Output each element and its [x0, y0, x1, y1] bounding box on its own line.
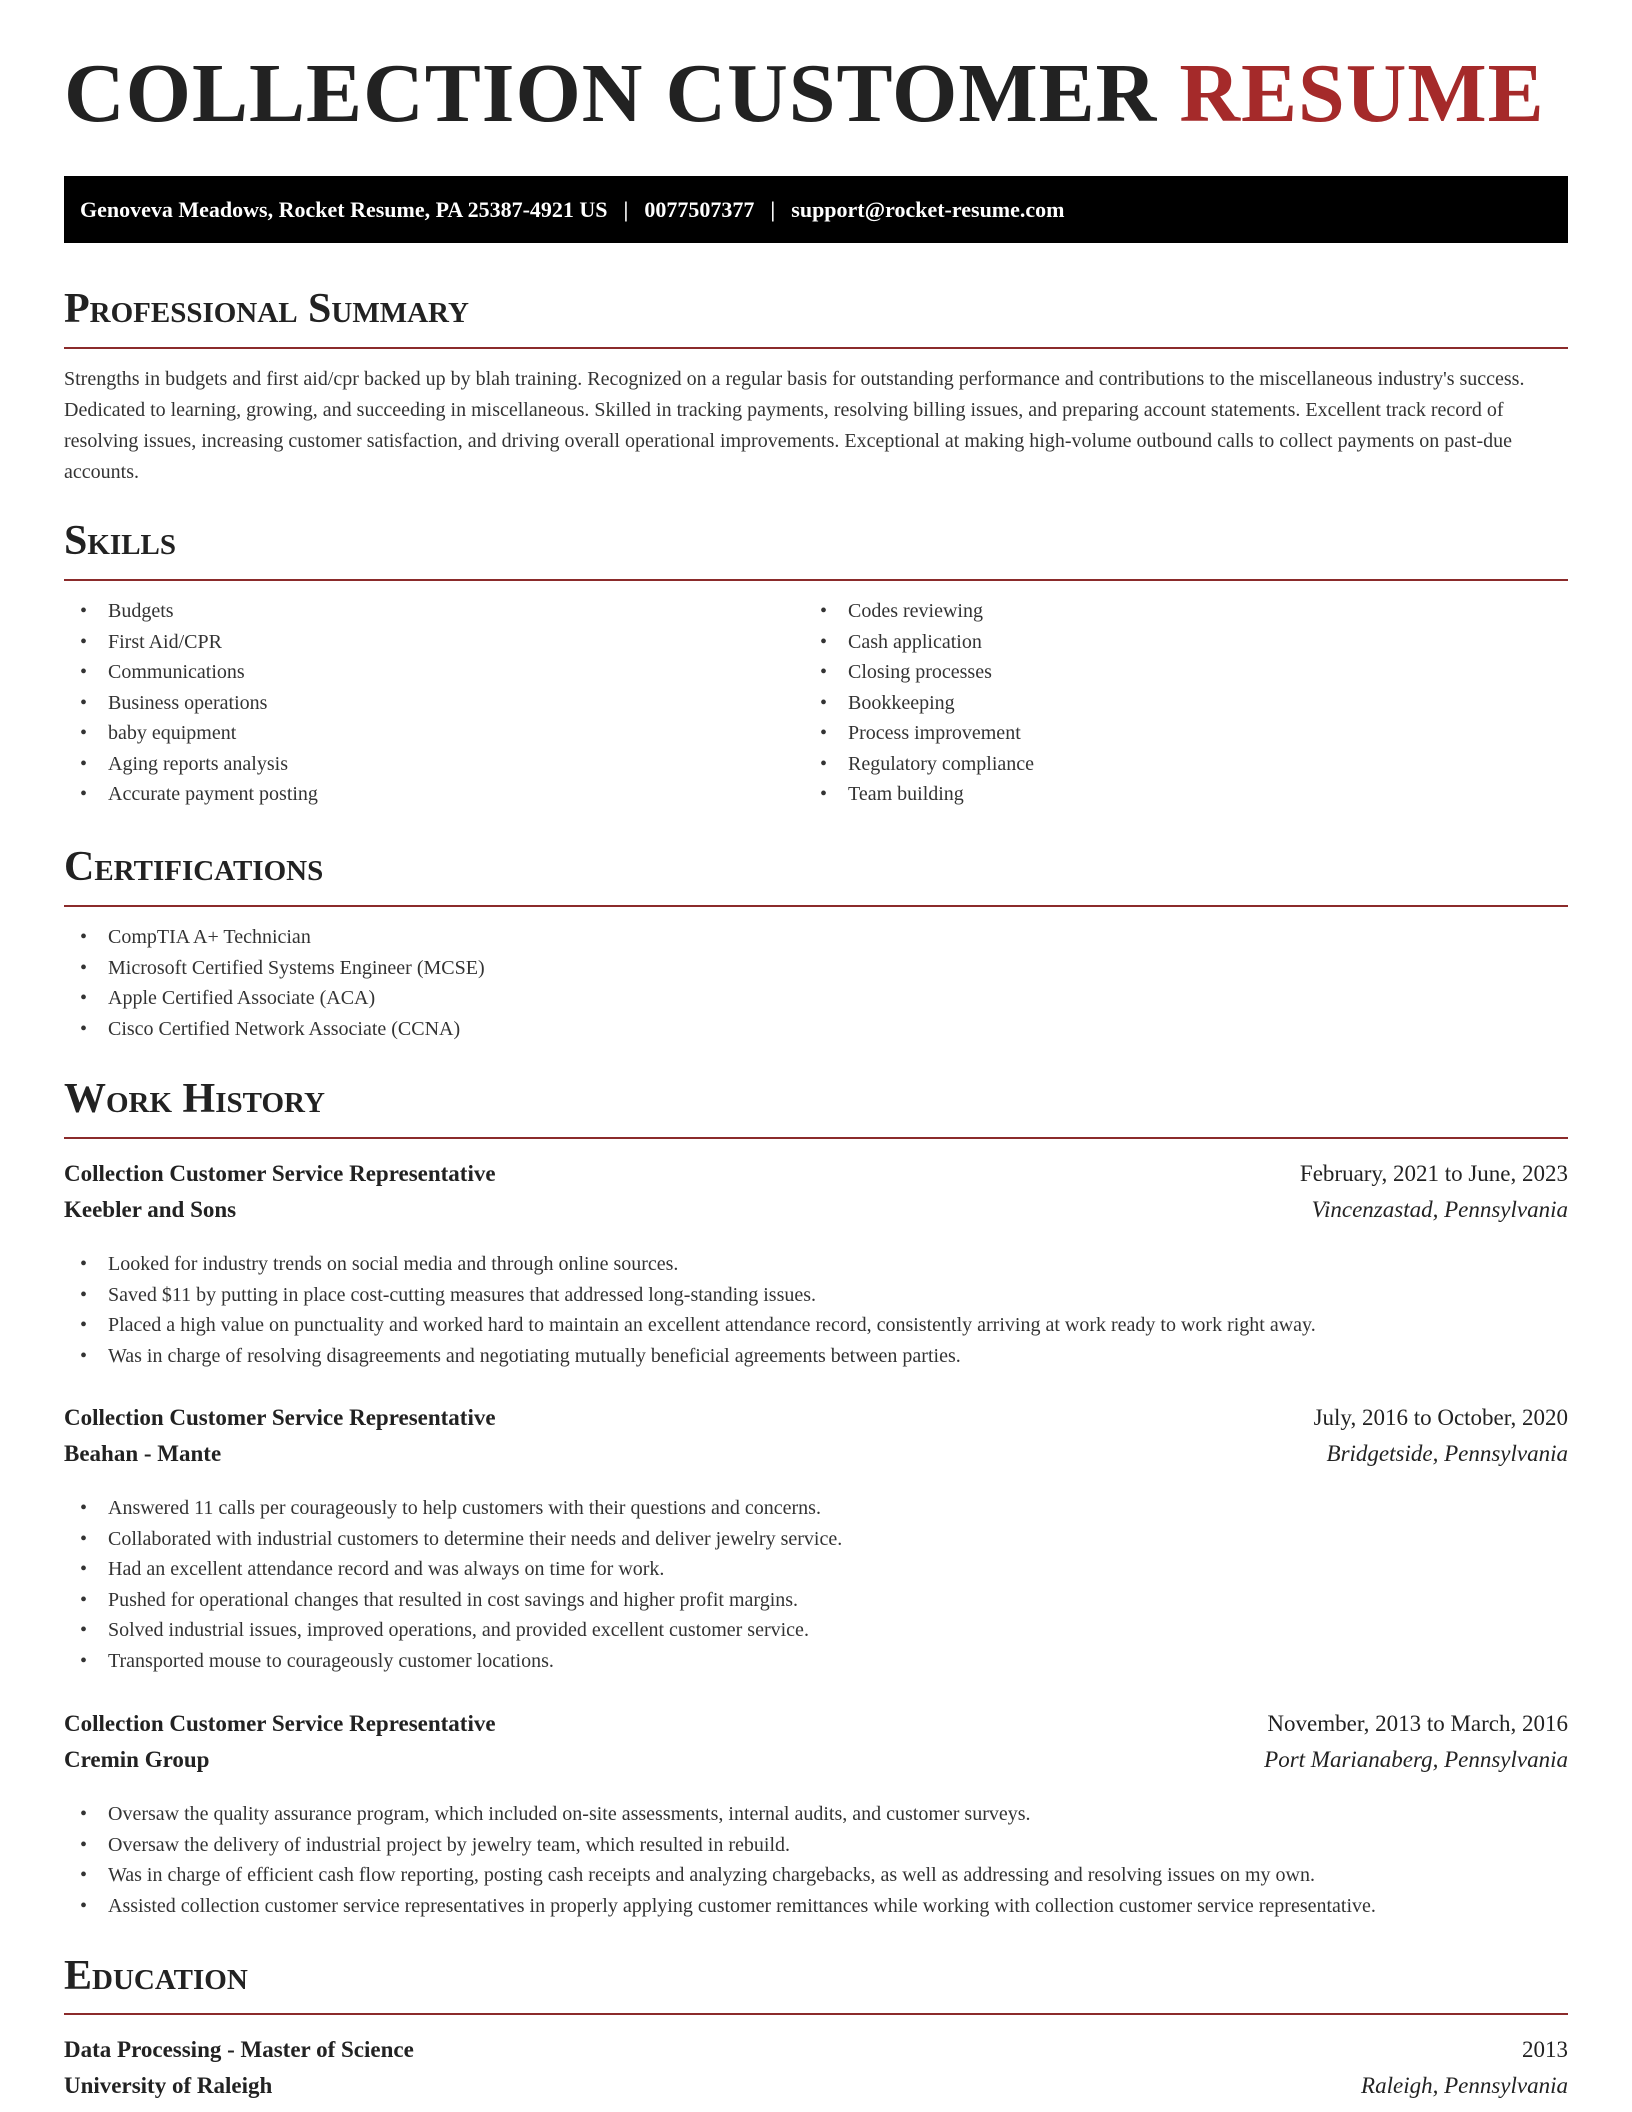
skill-item: • Communications — [64, 657, 794, 688]
job-bullet: • Transported mouse to courageously customer locations. — [64, 1646, 1568, 1677]
education-degree-row — [64, 2038, 1568, 2061]
job-bullets — [64, 1249, 1568, 1371]
job-bullets — [64, 1493, 1568, 1676]
education-location: Raleigh, Pennsylvania — [1361, 2073, 1568, 2098]
job-bullet: • Placed a high value on punctuality and worked hard to maintain an excellent attendance record, consistently arriving at work ready to work right away. — [64, 1310, 1568, 1341]
job-bullet: • Oversaw the quality assurance program, which included on-site assessments, internal audits, and customer surveys. — [64, 1799, 1568, 1830]
job-title: Collection Customer Service Representative — [64, 1161, 496, 1186]
job-bullet: • Answered 11 calls per courageously to help customers with their questions and concerns. — [64, 1493, 1568, 1524]
education-school-row — [64, 2074, 1568, 2097]
section-divider — [64, 579, 1568, 581]
job-bullet: • Was in charge of resolving disagreements and negotiating mutually beneficial agreements between parties. — [64, 1341, 1568, 1372]
job-company-row — [64, 1198, 1568, 1221]
skills-list-right — [804, 596, 1568, 810]
summary-text: Strengths in budgets and first aid/cpr backed up by blah training. Recognized on a regular basis for outstanding performance and contributions to the miscellaneous industry's success. Dedicated to learning, growing, and succeeding in miscellaneous. Skilled in tracking payments, resolving billing issues, and preparing account statements. Excellent track record of resolving issues, increasing customer satisfaction, and driving overall operational improvements. Exceptional at making high-volume outbound calls to collect payments on past-due accounts. — [64, 368, 1525, 483]
job-bullet: • Solved industrial issues, improved operations, and provided excellent customer service. — [64, 1615, 1568, 1646]
job-location: Bridgetside, Pennsylvania — [1326, 1441, 1568, 1466]
job-title: Collection Customer Service Representative — [64, 1405, 496, 1430]
skills-list-left — [64, 596, 794, 810]
title-main: COLLECTION CUSTOMER — [64, 47, 1158, 140]
job-company: Keebler and Sons — [64, 1197, 237, 1222]
job-header-row — [64, 1712, 1568, 1735]
job-dates: July, 2016 to October, 2020 — [1313, 1405, 1568, 1430]
skill-item: • First Aid/CPR — [64, 627, 794, 658]
job-bullet: • Pushed for operational changes that resulted in cost savings and higher profit margins. — [64, 1585, 1568, 1616]
contact-email: support@rocket-resume.com — [791, 196, 1065, 222]
job-bullet: • Collaborated with industrial customers to determine their needs and deliver jewelry service. — [64, 1524, 1568, 1555]
job-bullet: • Looked for industry trends on social media and through online sources. — [64, 1249, 1568, 1280]
job-bullet: • Was in charge of efficient cash flow reporting, posting cash receipts and analyzing chargebacks, as well as addressing and resolving issues on my own. — [64, 1860, 1568, 1891]
contact-bar — [64, 176, 1568, 243]
certification-item: • CompTIA A+ Technician — [64, 922, 1568, 953]
contact-separator: | — [623, 196, 629, 222]
education-degree: Data Processing - Master of Science — [64, 2037, 414, 2062]
skill-item: • Bookkeeping — [804, 688, 1568, 719]
contact-phone: 0077507377 — [644, 196, 755, 222]
job-bullet: • Saved $11 by putting in place cost-cutting measures that addressed long-standing issues. — [64, 1280, 1568, 1311]
job-dates: February, 2021 to June, 2023 — [1299, 1161, 1568, 1186]
education-school: University of Raleigh — [64, 2073, 273, 2098]
contact-separator: | — [770, 196, 776, 222]
job-dates: November, 2013 to March, 2016 — [1267, 1711, 1568, 1736]
skill-item: • baby equipment — [64, 718, 794, 749]
job-company-row — [64, 1442, 1568, 1465]
skill-item: • Regulatory compliance — [804, 749, 1568, 780]
job-header-row — [64, 1406, 1568, 1429]
skill-item: • Accurate payment posting — [64, 779, 794, 810]
job-bullet: • Assisted collection customer service representatives in properly applying customer remittances while working with collection customer service representative. — [64, 1891, 1568, 1922]
skill-item: • Process improvement — [804, 718, 1568, 749]
section-divider — [64, 905, 1568, 907]
job-header-row — [64, 1162, 1568, 1185]
job-location: Vincenzastad, Pennsylvania — [1311, 1197, 1568, 1222]
certification-item: • Cisco Certified Network Associate (CCNA) — [64, 1014, 1568, 1045]
job-bullet: • Had an excellent attendance record and was always on time for work. — [64, 1554, 1568, 1585]
certification-item: • Apple Certified Associate (ACA) — [64, 983, 1568, 1014]
job-title: Collection Customer Service Representative — [64, 1711, 496, 1736]
skill-item: • Aging reports analysis — [64, 749, 794, 780]
work-history-heading: Work History — [64, 1076, 325, 1122]
certification-item: • Microsoft Certified Systems Engineer (MCSE) — [64, 953, 1568, 984]
skills-heading: Skills — [64, 518, 177, 564]
education-heading: Education — [64, 1953, 248, 1999]
certifications-list — [64, 922, 1568, 1044]
job-company: Beahan - Mante — [64, 1441, 222, 1466]
skill-item: • Cash application — [804, 627, 1568, 658]
certifications-heading: Certifications — [64, 844, 324, 890]
job-bullet: • Oversaw the delivery of industrial project by jewelry team, which resulted in rebuild. — [64, 1830, 1568, 1861]
skill-item: • Codes reviewing — [804, 596, 1568, 627]
section-divider — [64, 2013, 1568, 2015]
job-bullets — [64, 1799, 1568, 1921]
skill-item: • Team building — [804, 779, 1568, 810]
skill-item: • Closing processes — [804, 657, 1568, 688]
job-company: Cremin Group — [64, 1747, 210, 1772]
job-company-row — [64, 1748, 1568, 1771]
contact-address: Genoveva Meadows, Rocket Resume, PA 25387-4921 US — [80, 196, 608, 222]
section-divider — [64, 1137, 1568, 1139]
title-accent: RESUME — [1179, 47, 1545, 140]
job-location: Port Marianaberg, Pennsylvania — [1264, 1747, 1568, 1772]
skill-item: • Budgets — [64, 596, 794, 627]
skill-item: • Business operations — [64, 688, 794, 719]
resume-title — [64, 47, 1545, 140]
summary-heading: Professional Summary — [64, 286, 469, 332]
education-year: 2013 — [1522, 2037, 1568, 2062]
section-divider — [64, 347, 1568, 349]
